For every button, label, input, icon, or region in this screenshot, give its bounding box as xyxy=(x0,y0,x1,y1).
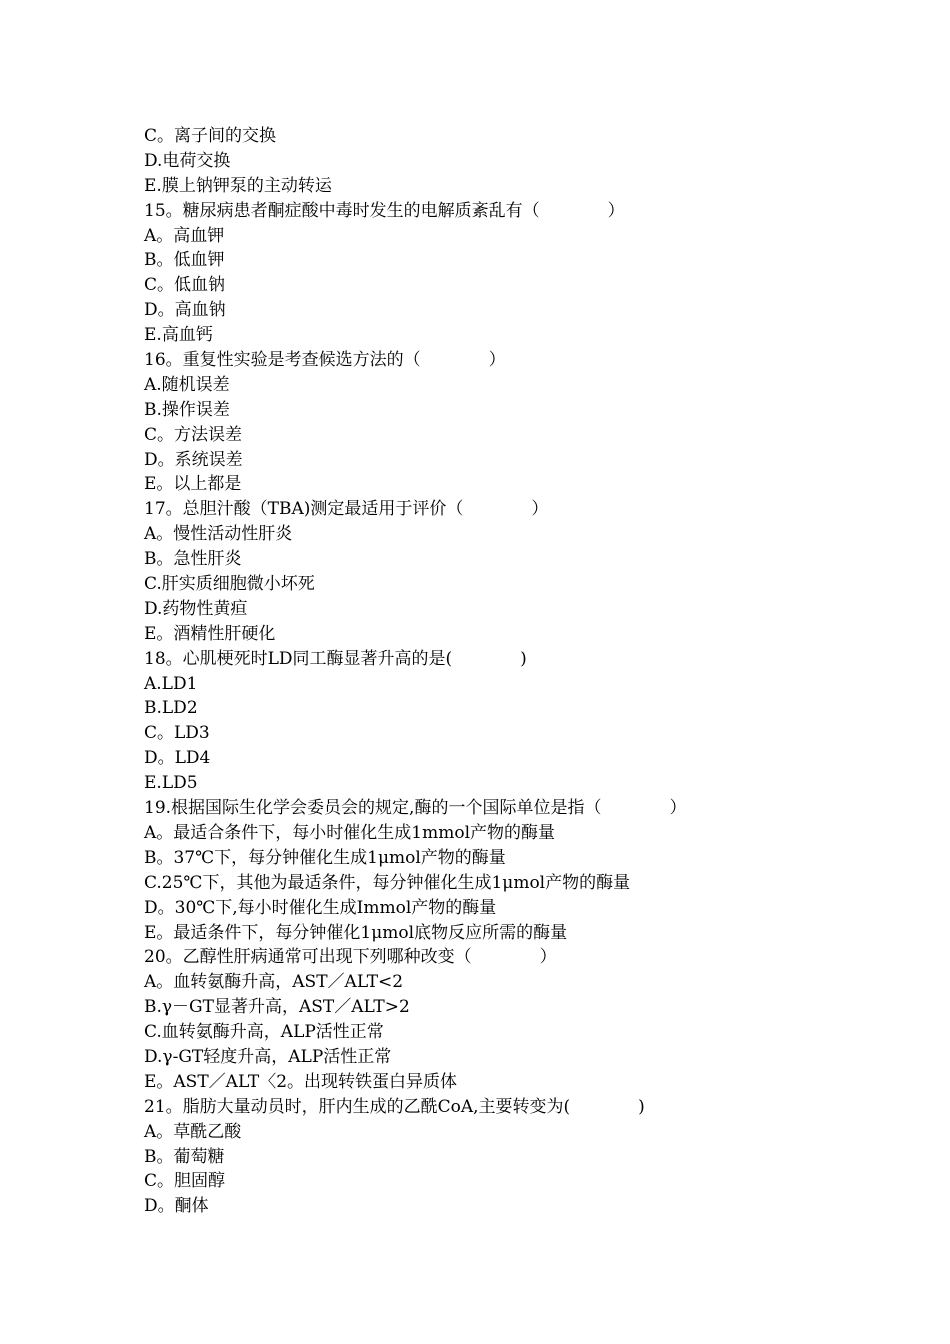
question-16-option-b: B.操作误差 xyxy=(144,399,230,420)
question-20-option-d: D.γ-GT轻度升高，ALP活性正常 xyxy=(144,1046,392,1067)
question-17-option-e: E。酒精性肝硬化 xyxy=(144,623,276,644)
text-line-option-d-charge-exchange: D.电荷交换 xyxy=(144,150,231,171)
text-line-option-c-ion-exchange: C。离子间的交换 xyxy=(144,126,277,146)
question-17-option-c: C.肝实质细胞微小坏死 xyxy=(144,574,315,595)
question-21-option-a: A。草酰乙酸 xyxy=(144,1121,242,1142)
question-15-option-d: D。高血钠 xyxy=(144,300,226,321)
question-19-option-a: A。最适合条件下，每小时催化生成1mmol产物的酶量 xyxy=(144,822,556,843)
question-18-option-e: E.LD5 xyxy=(144,773,198,794)
question-16-option-d: D。系统误差 xyxy=(144,449,243,470)
document-page xyxy=(144,124,904,1219)
question-15-option-b: B。低血钾 xyxy=(144,250,225,271)
question-16-option-a: A.随机误差 xyxy=(144,374,230,395)
question-21: 21。脂肪大量动员时，肝内生成的乙酰CoA,主要转变为( ) xyxy=(144,1096,645,1117)
question-21-option-c: C。胆固醇 xyxy=(144,1171,226,1192)
question-17-option-b: B。急性肝炎 xyxy=(144,549,242,570)
question-18: 18。心肌梗死时LD同工酶显著升高的是( ) xyxy=(144,648,527,669)
question-18-option-b: B.LD2 xyxy=(144,698,198,719)
question-17: 17。总胆汁酸（TBA)测定最适用于评价（ ） xyxy=(144,499,549,520)
question-21-option-b: B。葡萄糖 xyxy=(144,1146,225,1167)
question-15-option-c: C。低血钠 xyxy=(144,275,226,296)
question-20-option-a: A。血转氨酶升高，AST／ALT<2 xyxy=(144,972,404,993)
question-15-option-e: E.高血钙 xyxy=(144,325,213,346)
question-18-option-a: A.LD1 xyxy=(144,673,198,694)
question-19-option-e: E。最适条件下，每分钟催化1μmol底物反应所需的酶量 xyxy=(144,922,568,943)
question-15-option-a: A。高血钾 xyxy=(144,225,225,246)
question-18-option-c: C。LD3 xyxy=(144,723,210,744)
question-19-option-c: C.25℃下，其他为最适条件，每分钟催化生成1μmol产物的酶量 xyxy=(144,872,631,893)
question-17-option-d: D.药物性黄疸 xyxy=(144,598,248,619)
question-21-option-d: D。酮体 xyxy=(144,1196,209,1217)
question-16-option-c: C。方法误差 xyxy=(144,424,243,445)
question-15: 15。糖尿病患者酮症酸中毒时发生的电解质紊乱有（ ） xyxy=(144,200,625,221)
question-19-option-d: D。30℃下,每小时催化生成Immol产物的酶量 xyxy=(144,897,497,918)
question-18-option-d: D。LD4 xyxy=(144,748,211,769)
question-17-option-a: A。慢性活动性肝炎 xyxy=(144,524,293,545)
question-20: 20。乙醇性肝病通常可出现下列哪种改变（ ） xyxy=(144,947,557,968)
question-16-option-e: E。以上都是 xyxy=(144,474,242,495)
question-20-option-e: E。AST／ALT〈2。出现转铁蛋白异质体 xyxy=(144,1071,458,1092)
question-19-option-b: B。37℃下，每分钟催化生成1μmol产物的酶量 xyxy=(144,847,506,868)
question-20-option-c: C.血转氨酶升高，ALP活性正常 xyxy=(144,1022,384,1043)
text-line-option-e-sodium-potassium-pump: E.膜上钠钾泵的主动转运 xyxy=(144,175,332,196)
question-16: 16。重复性实验是考查候选方法的（ ） xyxy=(144,350,506,371)
question-19: 19.根据国际生化学会委员会的规定,酶的一个国际单位是指（ ） xyxy=(144,798,687,819)
question-20-option-b: B.γ－GT显著升高，AST／ALT>2 xyxy=(144,997,410,1018)
